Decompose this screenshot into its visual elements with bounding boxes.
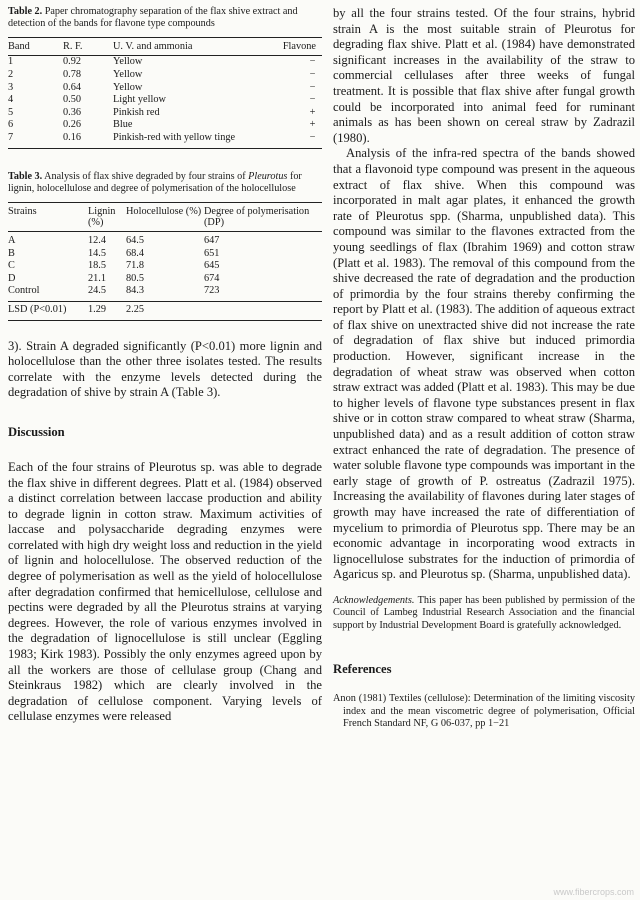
table-row: [8, 132, 322, 148]
table-cell: 1.29: [88, 301, 126, 320]
watermark: www.fibercrops.com: [553, 887, 634, 897]
table3-header: Degree of polymerisation (DP): [204, 202, 322, 231]
table-cell: 84.3: [126, 285, 145, 297]
table-cell: 2.25: [126, 301, 204, 320]
table3-caption: Table 3. Analysis of flax shive degraded by four strains of Pleurotus for lignin, holocellulose and degree of polymerisation of the holocellulose: [8, 170, 302, 194]
reference-item: Anon (1981) Textiles (cellulose): Determination of the limiting viscosity index and the mean viscometric degree of polymerisation, Official French Standard NF, G 06-037, pp 1−21: [333, 693, 635, 729]
table-cell: 1: [8, 56, 14, 68]
table-cell: Yellow: [113, 56, 143, 68]
table-cell: Pinkish-red with yellow tinge: [113, 131, 236, 143]
table-cell: Pinkish red: [113, 106, 160, 118]
table3-header: Lignin (%): [88, 202, 126, 231]
table-cell: 80.5: [126, 272, 145, 284]
table-cell: B: [8, 247, 15, 259]
table-cell: 0.64: [63, 81, 82, 93]
table-row: [8, 69, 322, 82]
table-cell: −: [309, 69, 316, 80]
table-row: [8, 273, 322, 286]
table-cell: −: [309, 94, 316, 106]
table-cell: −: [309, 131, 316, 143]
table-cell: 0.78: [63, 69, 82, 80]
table-cell: 674: [204, 272, 220, 284]
lsd-label: LSD (P<0.01): [8, 301, 88, 320]
table2-header: Flavone: [273, 38, 322, 56]
table2-header: U. V. and ammonia: [113, 38, 273, 56]
table-cell: 5: [8, 106, 14, 118]
table-row: [8, 56, 322, 69]
table-cell: −: [309, 81, 316, 93]
table-cell: 64.5: [126, 234, 145, 246]
table2-header-row: [8, 38, 322, 56]
table-cell: 647: [204, 234, 220, 246]
infrared-analysis-paragraph: Analysis of the infra-red spectra of the bands showed that a flavonoid type compound was present in the aqueous extract of flax shive. When this compound was incorporated in malt agar plates, it enhanced the growth rate of Pleurotus spp. (Sharma, unpublished data). This compound was similar to the flavones extracted from the young seedlings of flax (Ibrahim 1969) and cotton straw (Platt et al. 1983). The removal of this compound from the shive decreased the rate of degradation and the production of primordia by the four strains thereby confirming the report by Platt et al. (1983). The addition of aqueous extract of flax shive on unextracted shive did not increase the rate of degradation of flax shive but induced primordia production. However, significant increase in the degradation of wheat straw was observed when cotton straw extract was added (Platt et al. 1983). This may be due to higher levels of flavone type substances present in flax shive or in cotton straw compared to wheat straw (Sharma, unpublished data) and as a result addition of cotton straw extract enhanced the rate of degradation. The presence of water soluble flavone type compounds was important in the early stage of growth of P. ostreatus (Zadrazil 1975). Increasing the availability of flavones during later stages of growth may have increased the rate of differentiation of mycelium to primordia of Pleurotus spp. There may be an economic advantage in incorporating wood extracts in lignocellulose substrates for the induction of primordia of Agaricus sp. and Pleurotus sp. (Sharma, unpublished data).: [333, 146, 635, 582]
references-heading: References: [333, 662, 392, 677]
discussion-continued-paragraph: by all the four strains tested. Of the four strains, hybrid strain A is the most suitable strain of Pleurotus for degrading flax shive. Platt et al. (1984) have demonstrated significant increases in the availability of the straw to commercial cellulases after three weeks of fungal treatment. It is possible that flax shive after fungal growth could be incorporated into animal feed for ruminant animals as has been shown on cereal straw by Zadrazil (1980).: [333, 6, 635, 145]
table3-header: Strains: [8, 202, 88, 231]
discussion-paragraph: Each of the four strains of Pleurotus sp. was able to degrade the flax shive in different degrees. Platt et al. (1984) observed a distinct correlation between laccase production and ability to degrade lignin in cotton straw. Maximum activities of laccase and polysaccharide degrading enzymes were correlated with high dry weight loss and reduction in the yield of lignin and holocellulose. The observed reduction of the degree of polymerisation as well as the yield of holocellulose after degradation confirmed that hemicellulose, cellulose and pectins were degraded by all the Pleurotus strains at varying degrees. However, the role of various enzymes involved in the degradation of lignocellulose is still unclear (Eggling 1983; Kirk 1983). Possibly the only enzymes agreed upon by all the workers are those of cellulase group (Chang and Steinkraus 1982) which are clearly involved in the degradation of cellulose component. Varying levels of cellulase enzymes were released: [8, 459, 322, 724]
table-cell: 21.1: [88, 272, 107, 284]
table-row: [8, 107, 322, 120]
table-cell: 0.16: [63, 131, 82, 143]
table-cell: Yellow: [113, 69, 143, 80]
table-row: [8, 260, 322, 273]
table-row: [8, 285, 322, 301]
table-cell: 0.92: [63, 56, 82, 68]
left-column: [8, 6, 322, 725]
table-row: [8, 82, 322, 95]
table2-header: R. F.: [63, 38, 113, 56]
table-cell: −: [309, 56, 316, 68]
table-cell: 6: [8, 119, 14, 131]
table-cell: 2: [8, 69, 14, 80]
table-cell: 68.4: [126, 247, 145, 259]
table-cell: A: [8, 234, 16, 246]
table3-header-row: [8, 202, 322, 231]
table-cell: 71.8: [126, 260, 145, 272]
acknowledgements: Acknowledgements. This paper has been published by permission of the Council of Lambeg Industrial Research Association and the financial support by Industrial Development Board is gratefully acknowledged.: [333, 594, 635, 631]
table-cell: 3: [8, 81, 14, 93]
table-cell: 14.5: [88, 247, 107, 259]
table-cell: 0.36: [63, 106, 82, 118]
table-cell: 0.50: [63, 94, 82, 106]
table-cell: 7: [8, 131, 14, 143]
right-column: [333, 6, 635, 730]
table-cell: 24.5: [88, 285, 107, 297]
table3-lsd-row: [8, 301, 322, 320]
table-cell: 645: [204, 260, 220, 272]
table-cell: Control: [8, 285, 40, 297]
table-cell: Yellow: [113, 81, 143, 93]
table-row: [8, 119, 322, 132]
table-cell: Light yellow: [113, 94, 166, 106]
table-cell: C: [8, 260, 15, 272]
table-cell: Blue: [113, 119, 133, 131]
results-paragraph: 3). Strain A degraded significantly (P<0.01) more lignin and holocellulose than the other three isolates tested. The results correlate with the enzyme levels detected during the degradation of shive by strain A (Table 3).: [8, 338, 322, 400]
table-cell: 4: [8, 94, 14, 106]
table-cell: +: [309, 106, 316, 118]
table-row: [8, 94, 322, 107]
table-cell: D: [8, 272, 16, 284]
table-cell: 12.4: [88, 234, 107, 246]
table3-header: Holocellulose (%): [126, 202, 204, 231]
table-cell: 0.26: [63, 119, 82, 131]
table-row: [8, 231, 322, 247]
discussion-heading: Discussion: [8, 424, 65, 439]
table2: [8, 37, 322, 148]
table-cell: 723: [204, 285, 220, 297]
table-cell: +: [309, 119, 316, 131]
table-row: [8, 248, 322, 261]
table2-caption: Table 2. Paper chromatography separation of the flax shive extract and detection of the bands for flavone type compounds: [8, 6, 298, 30]
table-cell: 651: [204, 247, 220, 259]
table2-header: Band: [8, 38, 63, 56]
table3: [8, 202, 322, 321]
table-cell: 18.5: [88, 260, 107, 272]
